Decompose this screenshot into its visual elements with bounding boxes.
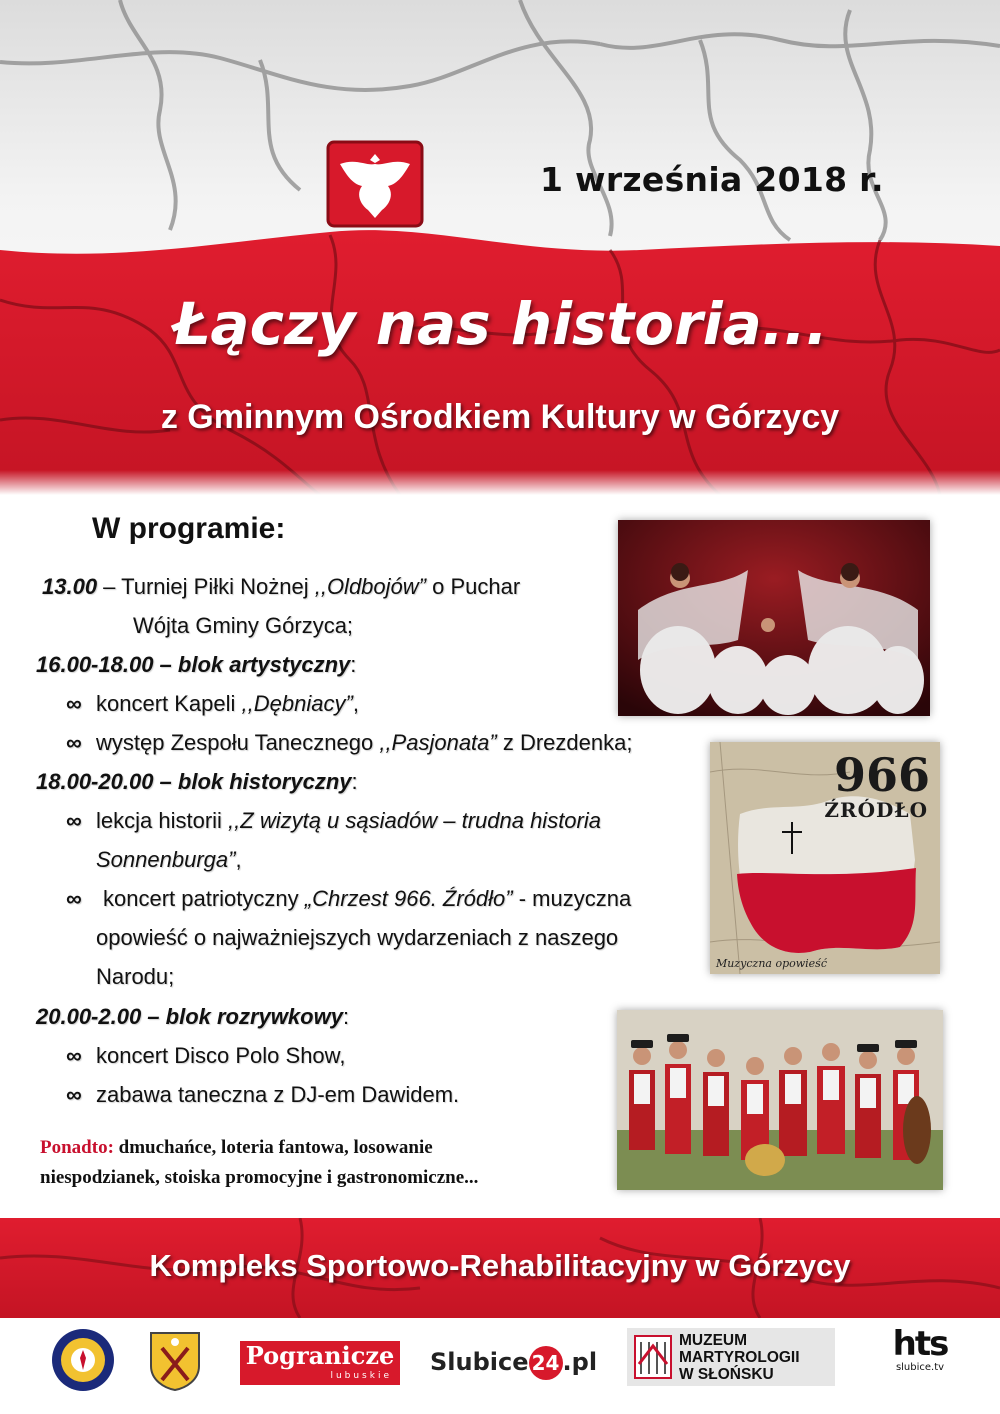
album-number: 966 xyxy=(833,748,930,802)
infinity-bullet-icon: ∞ xyxy=(66,886,82,911)
program-line-football: 13.00 – Turniej Piłki Nożnej ,,Oldbojów” o Puchar xyxy=(42,574,521,599)
list-item-cont: Sonnenburga”, xyxy=(96,847,242,872)
slubice24-logo: Slubice 24 .pl xyxy=(430,1346,597,1380)
list-item: ∞ zabawa taneczna z DJ-em Dawidem. xyxy=(66,1082,460,1107)
infinity-bullet-icon: ∞ xyxy=(66,808,82,833)
muzeum-martyrologii-logo: MUZEUM MARTYROLOGII W SŁOŃSKU xyxy=(627,1328,835,1386)
infinity-bullet-icon: ∞ xyxy=(66,1043,82,1068)
infinity-bullet-icon: ∞ xyxy=(66,691,82,716)
sports-club-logo-icon xyxy=(50,1327,116,1393)
polish-eagle-emblem xyxy=(326,140,424,228)
extras-label: Ponadto: xyxy=(40,1137,114,1158)
subtitle: z Gminnym Ośrodkiem Kultury w Górzycy xyxy=(160,398,840,436)
folk-band-illustration xyxy=(617,1010,943,1190)
folk-band-photo xyxy=(617,1010,943,1190)
main-title: Łączy nas historia... xyxy=(172,290,828,358)
gorzyca-coat-of-arms-icon xyxy=(148,1330,202,1392)
pogranicze-logo: Pogranicze lubuskie xyxy=(240,1341,400,1385)
infinity-bullet-icon: ∞ xyxy=(66,730,82,755)
album-cover-chrzest-966 xyxy=(710,742,940,974)
list-item-cont: opowieść o najważniejszych wydarzeniach z naszego xyxy=(96,925,619,950)
album-caption: Muzyczna opowieść xyxy=(716,957,827,970)
dancers-illustration xyxy=(618,520,930,716)
time-football: 13.00 xyxy=(42,574,98,599)
list-item: ∞ koncert Kapeli ,,Dębniacy”, xyxy=(66,691,359,716)
program-block-artistic: 16.00-18.00 – blok artystyczny: xyxy=(36,652,357,677)
list-item-cont: Narodu; xyxy=(96,964,175,989)
venue-text: Kompleks Sportowo-Rehabilitacyjny w Górzycy xyxy=(149,1248,851,1283)
program-line-football-cont: Wójta Gminy Górzyca; xyxy=(133,613,354,638)
dance-group-photo xyxy=(618,520,930,716)
program-heading: W programie: xyxy=(92,512,286,545)
flag-header xyxy=(0,0,1000,495)
event-date: 1 września 2018 r. xyxy=(540,160,884,199)
program-block-entertainment: 20.00-2.00 – blok rozrywkowy: xyxy=(36,1004,350,1029)
museum-mark-icon xyxy=(633,1334,673,1380)
list-item: ∞ lekcja historii ,,Z wizytą u sąsiadów – trudna historia xyxy=(66,808,601,833)
extras-note: Ponadto: dmuchańce, loteria fantowa, losowanie niespodzianek, stoiska promocyjne i gastronomiczne... xyxy=(40,1137,479,1188)
infinity-bullet-icon: ∞ xyxy=(66,1082,82,1107)
program-block-historic: 18.00-20.00 – blok historyczny: xyxy=(36,769,358,794)
hts-slubice-tv-logo: hts slubice.tv xyxy=(892,1324,948,1373)
list-item: ∞ koncert Disco Polo Show, xyxy=(66,1043,346,1068)
album-title: ŹRÓDŁO xyxy=(824,798,928,822)
list-item: ∞ koncert patriotyczny „Chrzest 966. Źródło” - muzyczna xyxy=(66,886,632,911)
list-item: ∞ występ Zespołu Tanecznego ,,Pasjonata” z Drezdenka; xyxy=(66,730,633,755)
